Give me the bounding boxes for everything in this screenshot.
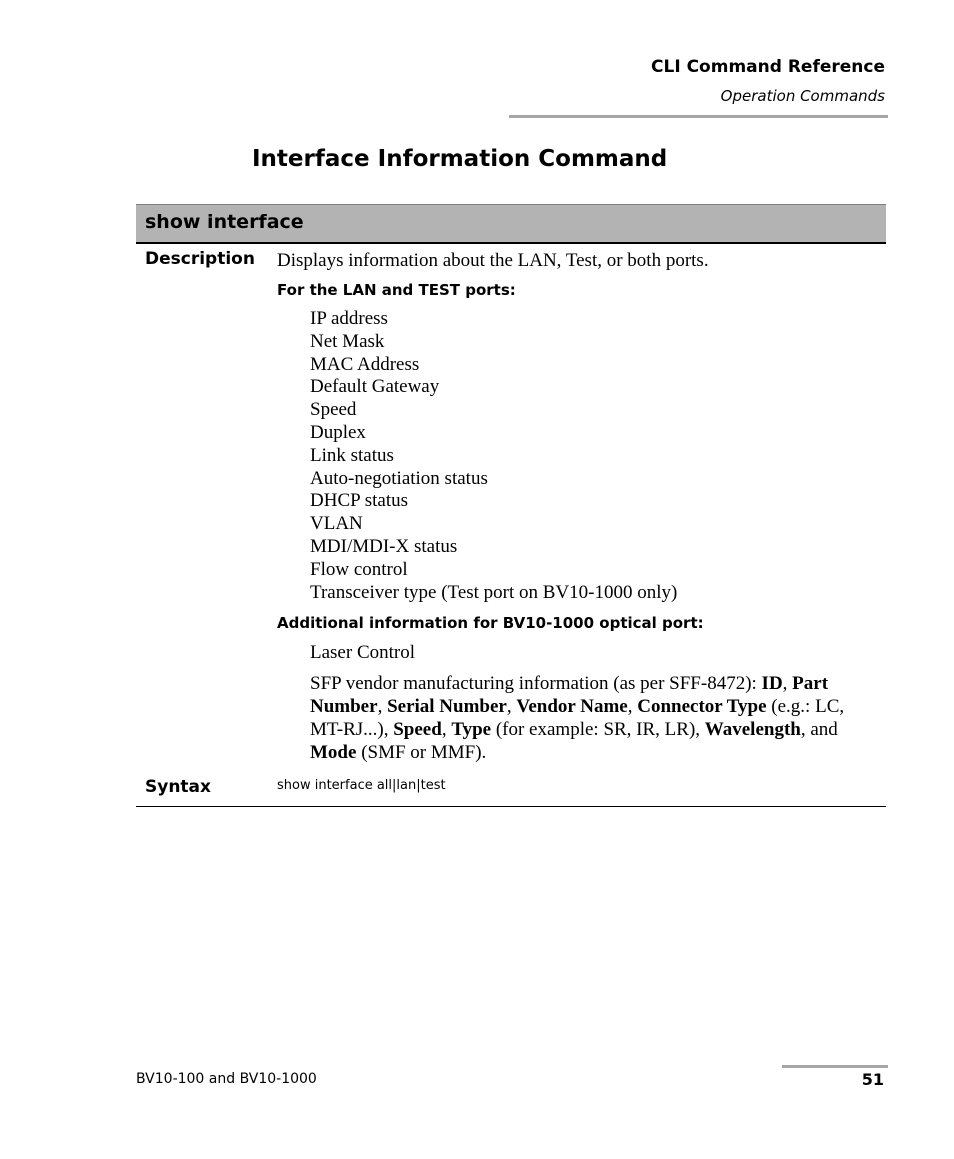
header-rule — [509, 115, 888, 118]
page-number: 51 — [861, 1070, 884, 1089]
sfp-connector-note: (e.g.: LC, MT-RJ...), — [310, 696, 845, 740]
list-item: Link status — [310, 444, 394, 466]
command-name: show interface — [145, 211, 304, 233]
page-title: Interface Information Command — [252, 146, 668, 172]
lan-test-heading: For the LAN and TEST ports: — [277, 281, 516, 299]
sfp-type-note: (for example: SR, IR, LR), — [491, 719, 705, 740]
list-item: Net Mask — [310, 330, 385, 352]
list-item: Transceiver type (Test port on BV10-1000 only) — [310, 581, 678, 603]
list-item: Default Gateway — [310, 376, 440, 398]
footer-product: BV10-100 and BV10-1000 — [136, 1071, 317, 1087]
separator: , and — [800, 719, 838, 740]
description-label: Description — [145, 249, 255, 269]
separator: , — [627, 696, 638, 717]
separator: , — [441, 719, 452, 740]
separator: , — [782, 673, 793, 694]
running-header-title: CLI Command Reference — [651, 57, 885, 77]
sfp-mode-note: (SMF or MMF). — [356, 742, 487, 763]
list-item: Auto-negotiation status — [310, 467, 488, 489]
sfp-intro: SFP vendor manufacturing information (as per SFF-8472): — [310, 673, 762, 694]
optical-port-heading: Additional information for BV10-1000 optical port: — [277, 614, 704, 632]
syntax-label: Syntax — [145, 777, 211, 797]
sfp-speed: Speed — [393, 719, 442, 740]
sfp-connector-type: Connector Type — [637, 696, 767, 717]
sfp-vendor-paragraph — [310, 672, 870, 764]
sfp-type: Type — [451, 719, 492, 740]
table-bottom-rule — [136, 806, 886, 807]
sfp-id: ID — [761, 673, 783, 694]
command-header-bar — [136, 204, 886, 244]
sfp-mode: Mode — [310, 742, 357, 763]
footer-rule — [782, 1065, 888, 1068]
description-text: Displays information about the LAN, Test, or both ports. — [277, 250, 709, 271]
list-item: IP address — [310, 308, 388, 329]
separator: , — [377, 696, 388, 717]
separator: , — [506, 696, 517, 717]
list-item: Duplex — [310, 421, 366, 443]
list-item: VLAN — [310, 513, 363, 535]
list-item: Flow control — [310, 558, 408, 580]
sfp-wavelength: Wavelength — [704, 719, 801, 740]
list-item: MAC Address — [310, 353, 420, 375]
list-item: MDI/MDI-X status — [310, 535, 458, 557]
sfp-part-number: Part Number — [310, 673, 829, 717]
sfp-vendor-name: Vendor Name — [516, 696, 628, 717]
syntax-code: show interface all|lan|test — [277, 778, 446, 793]
list-item: Speed — [310, 399, 357, 421]
port-info-list — [310, 308, 677, 604]
list-item: DHCP status — [310, 490, 409, 512]
sfp-serial-number: Serial Number — [387, 696, 507, 717]
running-header-subtitle: Operation Commands — [720, 87, 885, 105]
laser-control-text: Laser Control — [310, 642, 416, 663]
